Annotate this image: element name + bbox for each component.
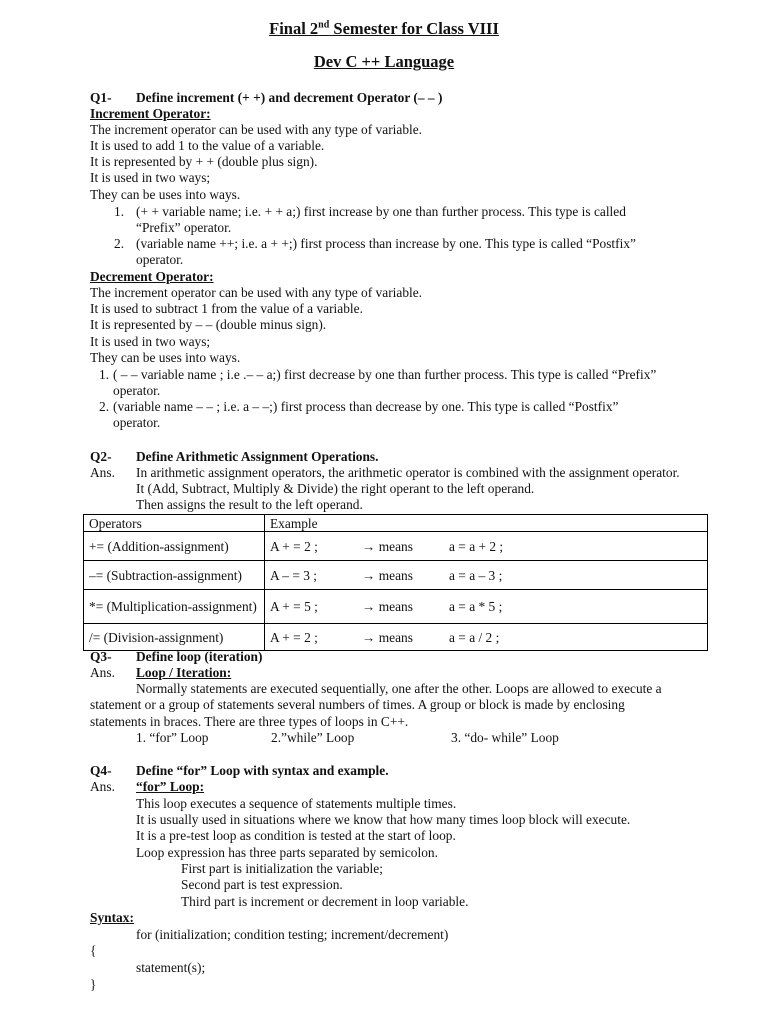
dec-item-text: ( – – variable name ; i.e .– – a;) first decrease by one than further process. This type is called “Prefix”	[113, 367, 657, 382]
q1-number: Q1-	[90, 90, 112, 105]
example-expr: A + = 2 ;	[270, 629, 318, 645]
q4-line: This loop executes a sequence of statements multiple times.	[136, 796, 457, 811]
q4-title: Define “for” Loop with syntax and example.	[136, 763, 389, 778]
loop-type: 2.”while” Loop	[271, 730, 355, 745]
dec-item-number: 1.	[99, 367, 110, 382]
inc-item-text: operator.	[136, 252, 184, 267]
q4-line: It is a pre-test loop as condition is tested at the start of loop.	[136, 828, 456, 843]
inc-line: It is used to add 1 to the value of a variable.	[90, 138, 325, 153]
inc-item-text: (variable name ++; i.e. a + +;) first process than increase by one. This type is called “Postfix”	[136, 236, 636, 251]
table-header-row	[84, 515, 708, 532]
inc-item-text: (+ + variable name; i.e. + + a;) first increase by one than further process. This type is called	[136, 204, 626, 219]
dec-line: It is represented by – – (double minus sign).	[90, 317, 327, 332]
syntax-line: statement(s);	[136, 960, 206, 975]
operators-table	[83, 514, 708, 651]
q2-line: In arithmetic assignment operators, the arithmetic operator is combined with the assignment operator.	[136, 465, 680, 480]
q2-line: Then assigns the result to the left operand.	[136, 497, 363, 512]
inc-item-number: 1.	[114, 204, 125, 219]
table-header-cell: Example	[265, 515, 708, 532]
example-result: a = a / 2 ;	[449, 629, 500, 645]
table-row	[84, 561, 708, 590]
q3-number: Q3-	[90, 649, 112, 664]
syntax-heading: Syntax:	[90, 910, 134, 925]
loop-type: 3. “do- while” Loop	[451, 730, 559, 745]
table-cell-operator: *= (Multiplication-assignment)	[84, 590, 265, 624]
means-arrow: → means	[362, 599, 413, 614]
inc-line: The increment operator can be used with any type of variable.	[90, 122, 423, 137]
loop-part: Second part is test expression.	[181, 877, 343, 892]
table-row	[84, 590, 708, 624]
q2-title: Define Arithmetic Assignment Operations.	[136, 449, 379, 464]
inc-line: They can be uses into ways.	[90, 187, 241, 202]
q3-ans-label: Ans.	[90, 665, 115, 680]
dec-line: It is used in two ways;	[90, 334, 211, 349]
q4-ans-label: Ans.	[90, 779, 115, 794]
q3-title: Define loop (iteration)	[136, 649, 263, 664]
q4-line: It is usually used in situations where we know that how many times loop block will execute.	[136, 812, 631, 827]
q3-para-line: statements in braces. There are three types of loops in C++.	[90, 714, 409, 729]
dec-item-text: operator.	[113, 415, 161, 430]
loop-part: Third part is increment or decrement in loop variable.	[181, 894, 469, 909]
q3-para-line: Normally statements are executed sequentially, one after the other. Loops are allowed to execute a	[136, 681, 662, 696]
dec-item-text: operator.	[113, 383, 161, 398]
increment-heading: Increment Operator:	[90, 106, 211, 121]
dec-item-text: (variable name – – ; i.e. a – –;) first process than decrease by one. This type is called “Postfix”	[113, 399, 619, 414]
dec-line: They can be uses into ways.	[90, 350, 241, 365]
q2-ans-label: Ans.	[90, 465, 115, 480]
example-expr: A + = 2 ;	[270, 538, 318, 554]
q4-line: Loop expression has three parts separated by semicolon.	[136, 845, 438, 860]
inc-item-text: “Prefix” operator.	[136, 220, 232, 235]
syntax-line: for (initialization; condition testing; increment/decrement)	[136, 927, 449, 942]
table-row	[84, 624, 708, 651]
example-result: a = a – 3 ;	[449, 567, 503, 583]
table-cell-operator: += (Addition-assignment)	[84, 532, 265, 561]
example-result: a = a * 5 ;	[449, 599, 503, 614]
for-loop-heading: “for” Loop:	[136, 779, 205, 794]
loop-heading: Loop / Iteration:	[136, 665, 232, 680]
q2-number: Q2-	[90, 449, 112, 464]
page-subtitle: Dev C ++ Language	[313, 52, 455, 71]
table-cell-operator: –= (Subtraction-assignment)	[84, 561, 265, 590]
table-header-cell: Operators	[84, 515, 265, 532]
q2-line: It (Add, Subtract, Multiply & Divide) the right operant to the left operand.	[136, 481, 535, 496]
q4-number: Q4-	[90, 763, 112, 778]
example-expr: A + = 5 ;	[270, 599, 318, 614]
loop-part: First part is initialization the variable;	[181, 861, 383, 876]
table-cell-operator: /= (Division-assignment)	[84, 624, 265, 651]
means-arrow: → means	[362, 538, 413, 554]
table-cell-example	[265, 561, 708, 590]
syntax-line: }	[90, 977, 97, 992]
inc-item-number: 2.	[114, 236, 125, 251]
q1-title: Define increment (+ +) and decrement Operator (– – )	[136, 90, 443, 105]
dec-line: The increment operator can be used with any type of variable.	[90, 285, 423, 300]
means-arrow: → means	[362, 567, 413, 583]
loop-type: 1. “for” Loop	[136, 730, 209, 745]
example-result: a = a + 2 ;	[449, 538, 504, 554]
means-arrow: → means	[362, 629, 413, 645]
dec-item-number: 2.	[99, 399, 110, 414]
example-expr: A – = 3 ;	[270, 567, 317, 583]
inc-line: It is used in two ways;	[90, 170, 211, 185]
q3-para-line: statement or a group of statements several numbers of times. A group or block is made by enclosing	[90, 697, 625, 712]
dec-line: It is used to subtract 1 from the value of a variable.	[90, 301, 363, 316]
table-cell-example	[265, 624, 708, 651]
table-cell-example	[265, 532, 708, 561]
table-row	[84, 532, 708, 561]
page-title: Final 2nd Semester for Class VIII	[269, 19, 499, 38]
syntax-line: {	[90, 943, 97, 958]
table-cell-example	[265, 590, 708, 624]
inc-line: It is represented by + + (double plus sign).	[90, 154, 318, 169]
decrement-heading: Decrement Operator:	[90, 269, 214, 284]
